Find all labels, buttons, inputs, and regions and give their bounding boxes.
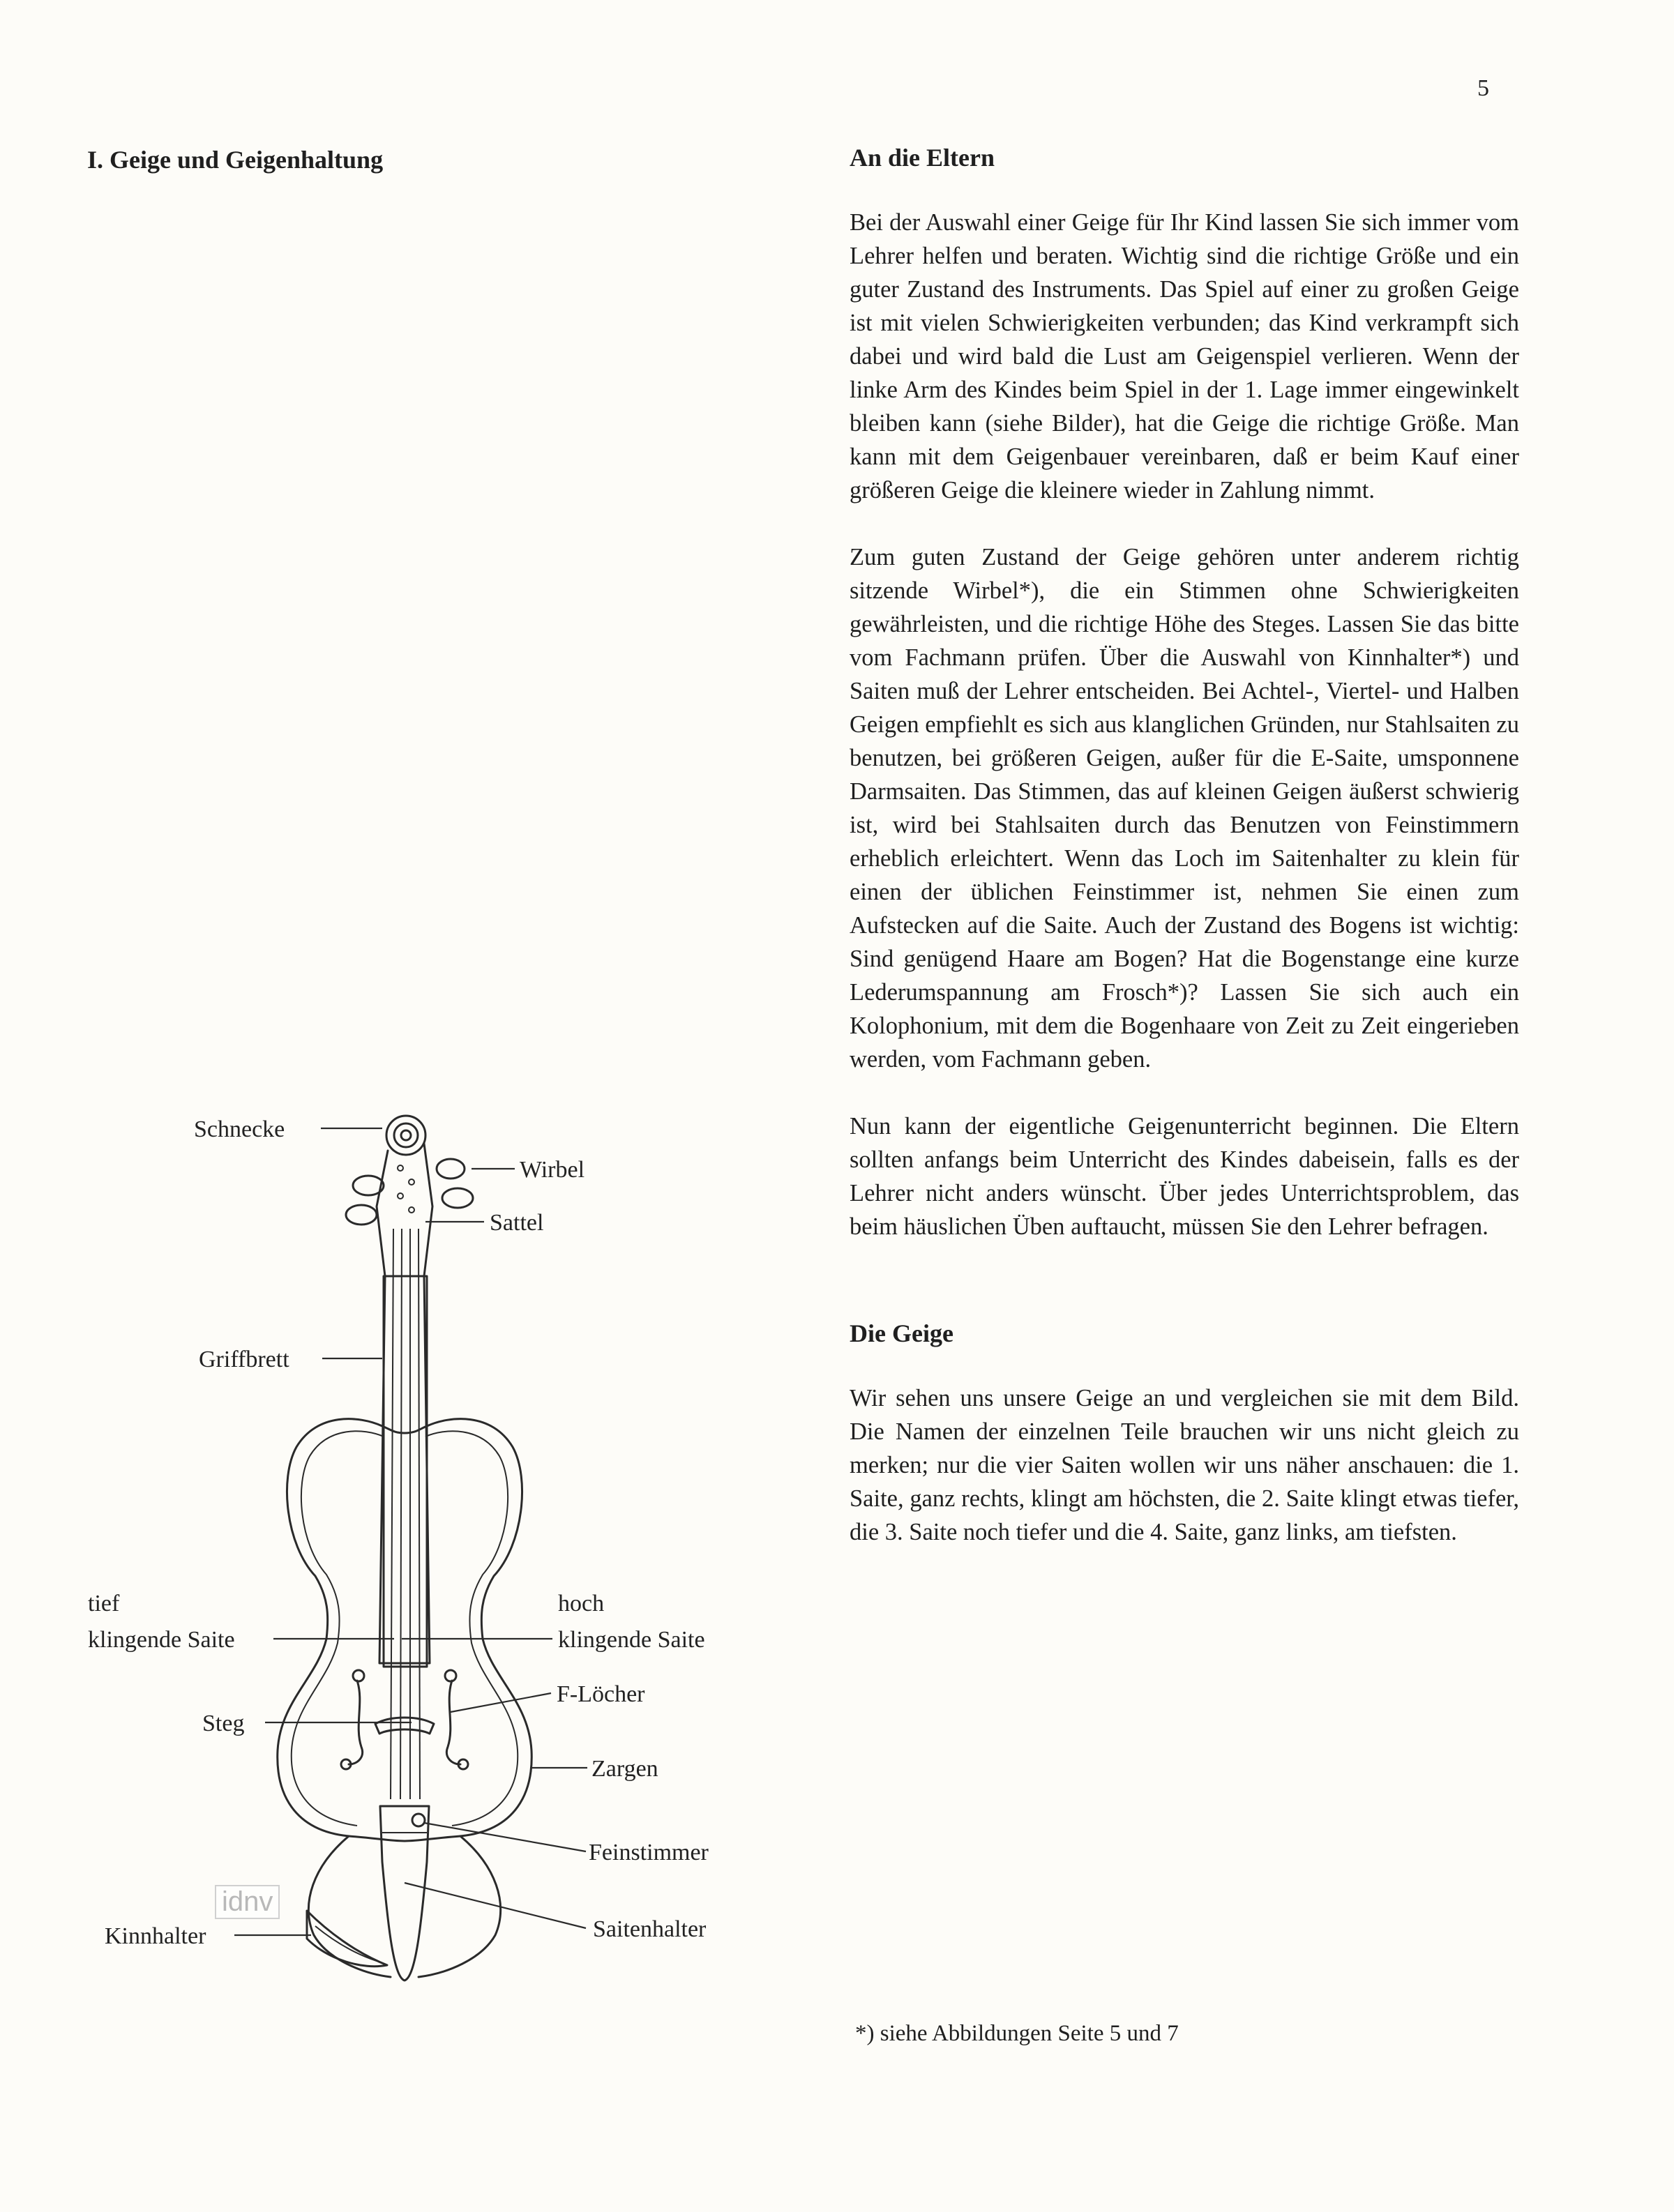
label-kinnhalter: Kinnhalter: [105, 1923, 206, 1949]
label-griffbrett: Griffbrett: [199, 1347, 289, 1372]
label-wirbel: Wirbel: [520, 1157, 585, 1183]
label-f-loecher: F-Löcher: [557, 1681, 645, 1707]
violin-scroll: [377, 1116, 432, 1276]
paragraph: Wir sehen uns unsere Geige an und vergleichen sie mit dem Bild. Die Namen der einzelnen Teile brauchen wir uns nicht gleich zu merken; nur die vier Saiten wollen wir uns näher anschauen: die 1. Saite, ganz rechts, klingt am höchsten, die 2. Saite klingt etwas tiefer, die 3. Saite noch tiefer und die 4. Saite, ganz links, am tiefsten.: [850, 1385, 1519, 1545]
label-saitenhalter: Saitenhalter: [593, 1916, 707, 1942]
fine-tuner: [412, 1814, 425, 1826]
text-column: [850, 143, 1519, 1582]
label-steg: Steg: [202, 1711, 245, 1736]
footnote: *) siehe Abbildungen Seite 5 und 7: [855, 2021, 1179, 2046]
violin-strings: [391, 1229, 420, 1799]
chinrest: [307, 1911, 387, 1967]
label-feinstimmer: Feinstimmer: [589, 1840, 709, 1865]
section-heading-geige: Die Geige: [850, 1319, 953, 1347]
paragraph: Zum guten Zustand der Geige gehören unter anderem richtig sitzende Wirbel*), die ein Stimmen ohne Schwierigkeiten gewährleisten, und die richtige Höhe des Steges. Lassen Sie das bitte vom Fachmann prüfen. Über die Auswahl von Kinnhalter*) und Saiten muß der Lehrer entscheiden. Bei Achtel-, Viertel- und Halben Geigen empfiehlt es sich aus klanglichen Gründen, nur Stahlsaiten zu benutzen, bei größeren Geigen, außer für die E-Saite, umsponnene Darmsaiten. Das Stimmen, das auf kleinen Geigen äußerst schwierig ist, wird bei Stahlsaiten durch das Benutzen von Feinstimmern erheblich erleichtert. Wenn das Loch im Saitenhalter zu klein für einen der üblichen Feinstimmer ist, nehmen Sie einen zum Aufstecken auf die Saite. Auch der Zustand des Bogens ist wichtig: Sind genügend Haare am Bogen? Hat die Bogenstange eine kurze Lederumspannung am Frosch*)? Lassen Sie sich auch ein Kolophonium, mit dem die Bogenhaare von Zeit zu Zeit eingerieben werden, vom Fachmann geben.: [850, 544, 1519, 1073]
watermark: idnv: [215, 1885, 280, 1919]
chapter-heading: I. Geige und Geigenhaltung: [87, 146, 384, 174]
label-tief: tief: [88, 1591, 120, 1616]
label-hoch-saite: klingende Saite: [558, 1627, 705, 1653]
label-zargen: Zargen: [591, 1756, 658, 1782]
violin-diagram: [0, 1046, 802, 2057]
violin-pegs: [346, 1159, 473, 1225]
f-holes: [341, 1670, 468, 1769]
page-number: 5: [1477, 75, 1489, 101]
bridge: [375, 1718, 434, 1734]
section-heading-eltern: An die Eltern: [850, 144, 995, 172]
paragraph: Bei der Auswahl einer Geige für Ihr Kind lassen Sie sich immer vom Lehrer helfen und beraten. Wichtig sind die richtige Größe und ein guter Zustand des Instruments. Das Spiel auf einer zu großen Geige ist mit vielen Schwierigkeiten verbunden; das Kind verkrampft sich dabei und wird bald die Lust am Geigenspiel verlieren. Wenn der linke Arm des Kindes beim Spiel in der 1. Lage immer eingewinkelt bleiben kann (siehe Bilder), hat die Geige die richtige Größe. Man kann mit dem Geigenbauer vereinbaren, daß er beim Kauf einer größeren Geige die kleinere wieder in Zahlung nimmt.: [850, 209, 1519, 503]
fingerboard: [384, 1276, 427, 1667]
label-schnecke: Schnecke: [194, 1116, 285, 1142]
label-hoch: hoch: [558, 1591, 605, 1616]
paragraph: Nun kann der eigentliche Geigenunterricht beginnen. Die Eltern sollten anfangs beim Unterricht des Kindes dabeisein, falls es der Lehrer nicht anders wünscht. Über jedes Unterrichtsproblem, das beim häuslichen Üben auftaucht, müssen Sie den Lehrer befragen.: [850, 1113, 1519, 1240]
violin-body: [278, 1419, 531, 1841]
label-tief-saite: klingende Saite: [88, 1627, 235, 1653]
label-sattel: Sattel: [490, 1210, 544, 1236]
